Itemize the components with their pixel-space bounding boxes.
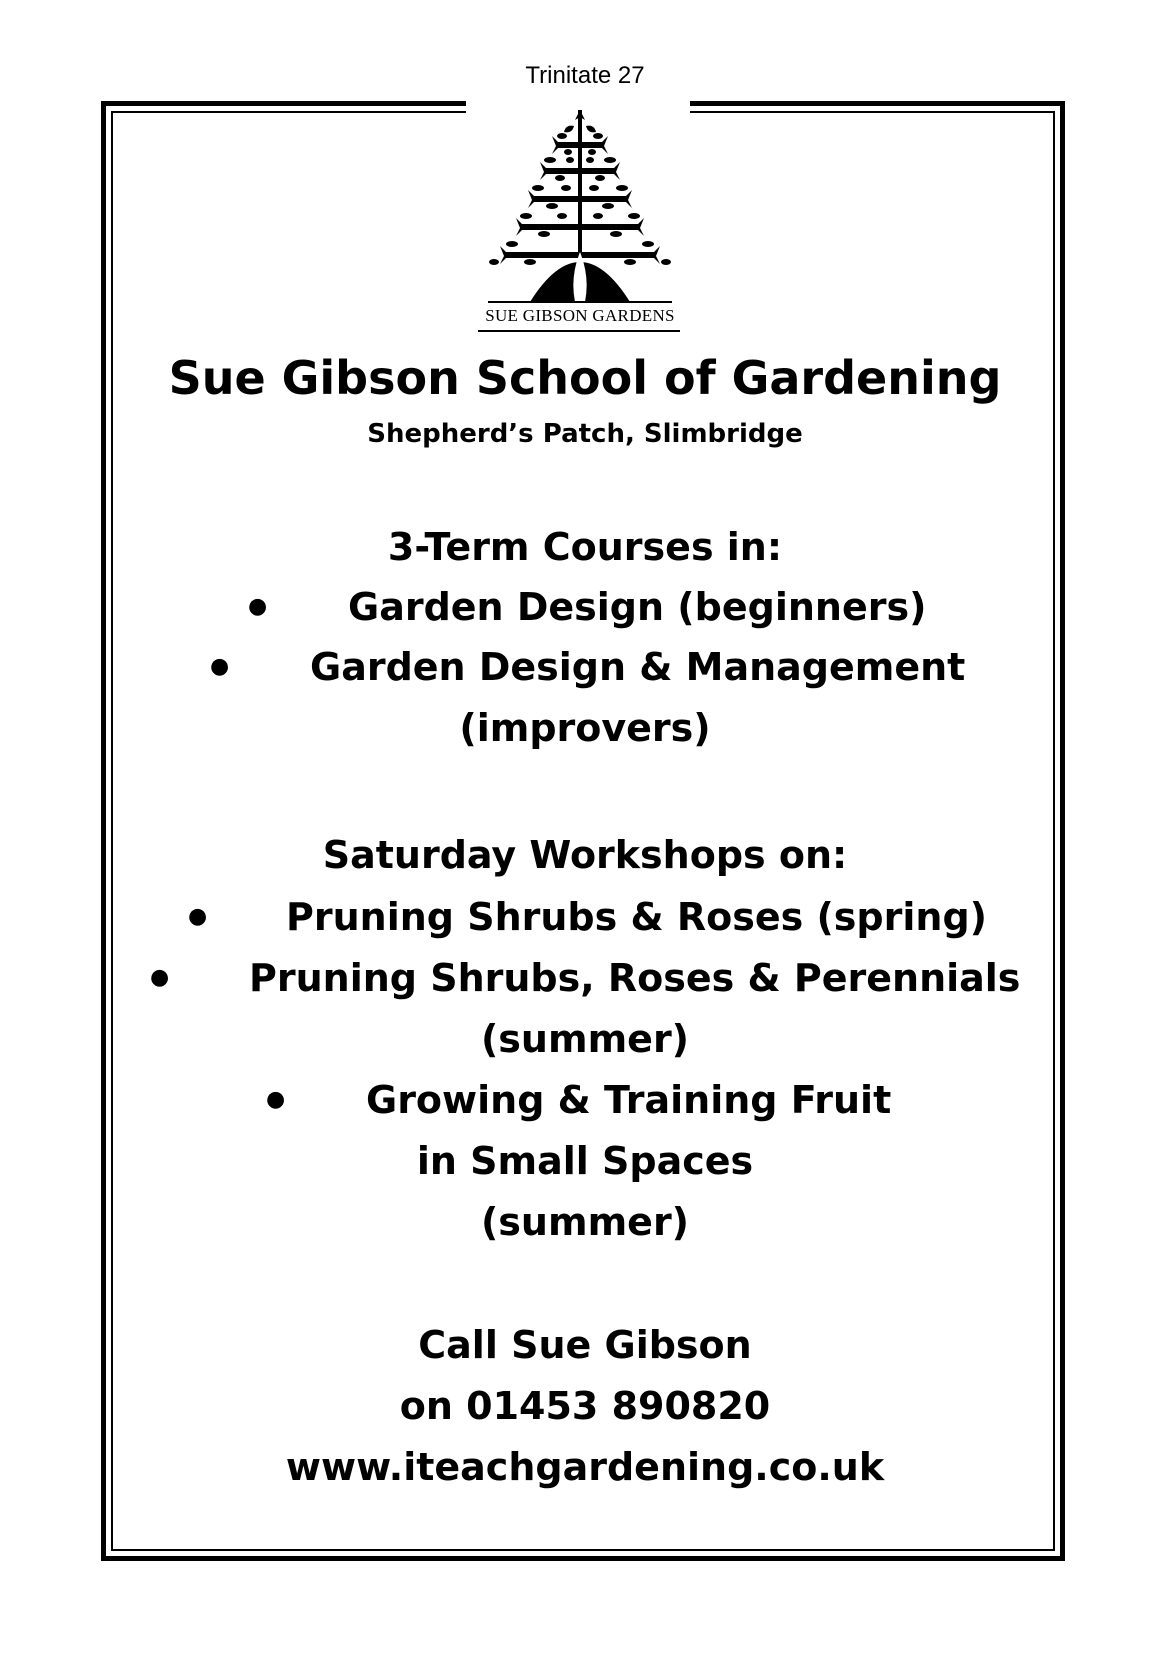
school-location: Shepherd’s Patch, Slimbridge (367, 419, 803, 449)
tree-icon (470, 102, 690, 338)
bullet-icon: ● (248, 594, 268, 619)
courses-heading: 3-Term Courses in: (387, 525, 783, 569)
bullet-icon: ● (266, 1087, 286, 1112)
page-header-label: Trinitate 27 (525, 62, 645, 89)
course-item: Garden Design & Management (310, 645, 966, 689)
bullet-icon: ● (188, 904, 208, 929)
workshop-item-continuation: (summer) (480, 1200, 690, 1244)
workshop-item-continuation: in Small Spaces (416, 1139, 754, 1183)
workshop-item: Pruning Shrubs, Roses & Perennials (249, 956, 1021, 1000)
workshop-item: Growing & Training Fruit (366, 1078, 892, 1122)
workshops-heading: Saturday Workshops on: (322, 833, 848, 877)
contact-name: Call Sue Gibson (418, 1323, 752, 1367)
course-item: Garden Design (beginners) (348, 585, 927, 629)
workshop-item: Pruning Shrubs & Roses (spring) (286, 895, 988, 939)
school-title: Sue Gibson School of Gardening (168, 351, 1002, 405)
bullet-icon: ● (210, 654, 230, 679)
contact-website: www.iteachgardening.co.uk (285, 1445, 885, 1489)
logo-underline (478, 330, 680, 332)
workshop-item-continuation: (summer) (480, 1017, 690, 1061)
bullet-icon: ● (150, 965, 170, 990)
logo-caption: SUE GIBSON GARDENS (485, 306, 675, 325)
course-item-continuation: (improvers) (459, 706, 711, 750)
contact-phone: on 01453 890820 (399, 1384, 771, 1428)
